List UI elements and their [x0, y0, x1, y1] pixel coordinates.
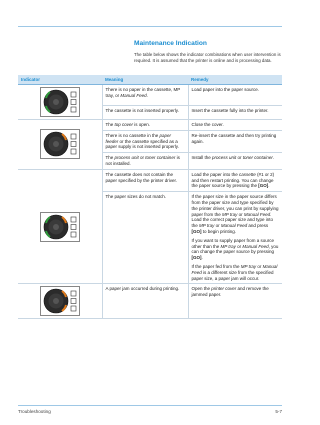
meaning-cell: The process unit or toner container is not installed. [102, 153, 188, 170]
indicator-table [18, 75, 282, 319]
footer-page-number: 5-7 [275, 409, 282, 414]
meaning-cell: A paper jam occurred during printing. [102, 284, 188, 319]
remedy-paragraph: If you want to supply paper from a source other than the MP tray or Manual Feed, you can change the paper source by pressing [GO]. [191, 237, 279, 261]
section-title: Maintenance Indication [134, 40, 207, 47]
remedy-paragraph: If the paper fed from the MP tray or Manual Feed is a different size from the specified paper size, a paper jam will occur. [191, 263, 278, 281]
remedy-paragraph: If the paper size in the paper source differs from the paper size and type specified by the printer driver, you can print by supplying paper from the MP tray or Manual Feed. Load the correct paper size and type into the MP tray or Manual Feed and press [GO] to begin printing. [191, 194, 279, 234]
table-row [18, 120, 282, 131]
footer-section-name: Troubleshooting [18, 409, 51, 414]
remedy-cell: Close the cover. [188, 120, 282, 131]
operation-panel-icon [40, 286, 80, 316]
meaning-cell: There is no paper in the cassette, MP tray, or Manual Feed. [102, 85, 188, 106]
top-rule [18, 26, 282, 27]
meaning-cell: The cassette is not inserted properly. [102, 106, 188, 120]
operation-panel-icon [40, 212, 80, 242]
remedy-cell [188, 192, 282, 284]
indicator-cell [18, 284, 102, 319]
remedy-cell: Insert the cassette fully into the printer. [188, 106, 282, 120]
meaning-cell: The paper sizes do not match. [102, 192, 188, 284]
bottom-rule [18, 405, 282, 406]
remedy-cell: Install the process unit or toner container. [188, 153, 282, 170]
table-header-row [18, 75, 282, 85]
operation-panel-icon [40, 87, 80, 117]
remedy-cell: Load paper into the paper source. [188, 85, 282, 106]
meaning-cell: The cassette does not contain the paper specified by the printer driver. [102, 169, 188, 191]
remedy-cell: Re-insert the cassette and then try printing again. [188, 130, 282, 152]
operation-panel-icon [40, 129, 80, 159]
section-intro: The table below shows the indicator combinations when user intervention is required. It is assumed that the printer is online and is processing data. [134, 52, 281, 64]
remedy-cell: Load the paper into the cassette (#1 or 2) and then restart printing. You can change the paper source by pressing the [GO]. [188, 169, 282, 191]
table-row [18, 284, 282, 319]
indicator-cell [18, 169, 102, 284]
header-meaning: Meaning [102, 75, 188, 85]
indicator-cell [18, 85, 102, 120]
meaning-cell: The top cover is open. [102, 120, 188, 131]
table-row [18, 85, 282, 106]
header-remedy: Remedy [188, 75, 282, 85]
meaning-cell: There is no cassette in the paper feeder or the cassette specified as a paper supply is not inserted properly. [102, 130, 188, 152]
remedy-cell: Open the printer cover and remove the jammed paper. [188, 284, 282, 319]
table-row [18, 169, 282, 191]
header-indicator: Indicator [18, 75, 102, 85]
indicator-cell [18, 120, 102, 170]
